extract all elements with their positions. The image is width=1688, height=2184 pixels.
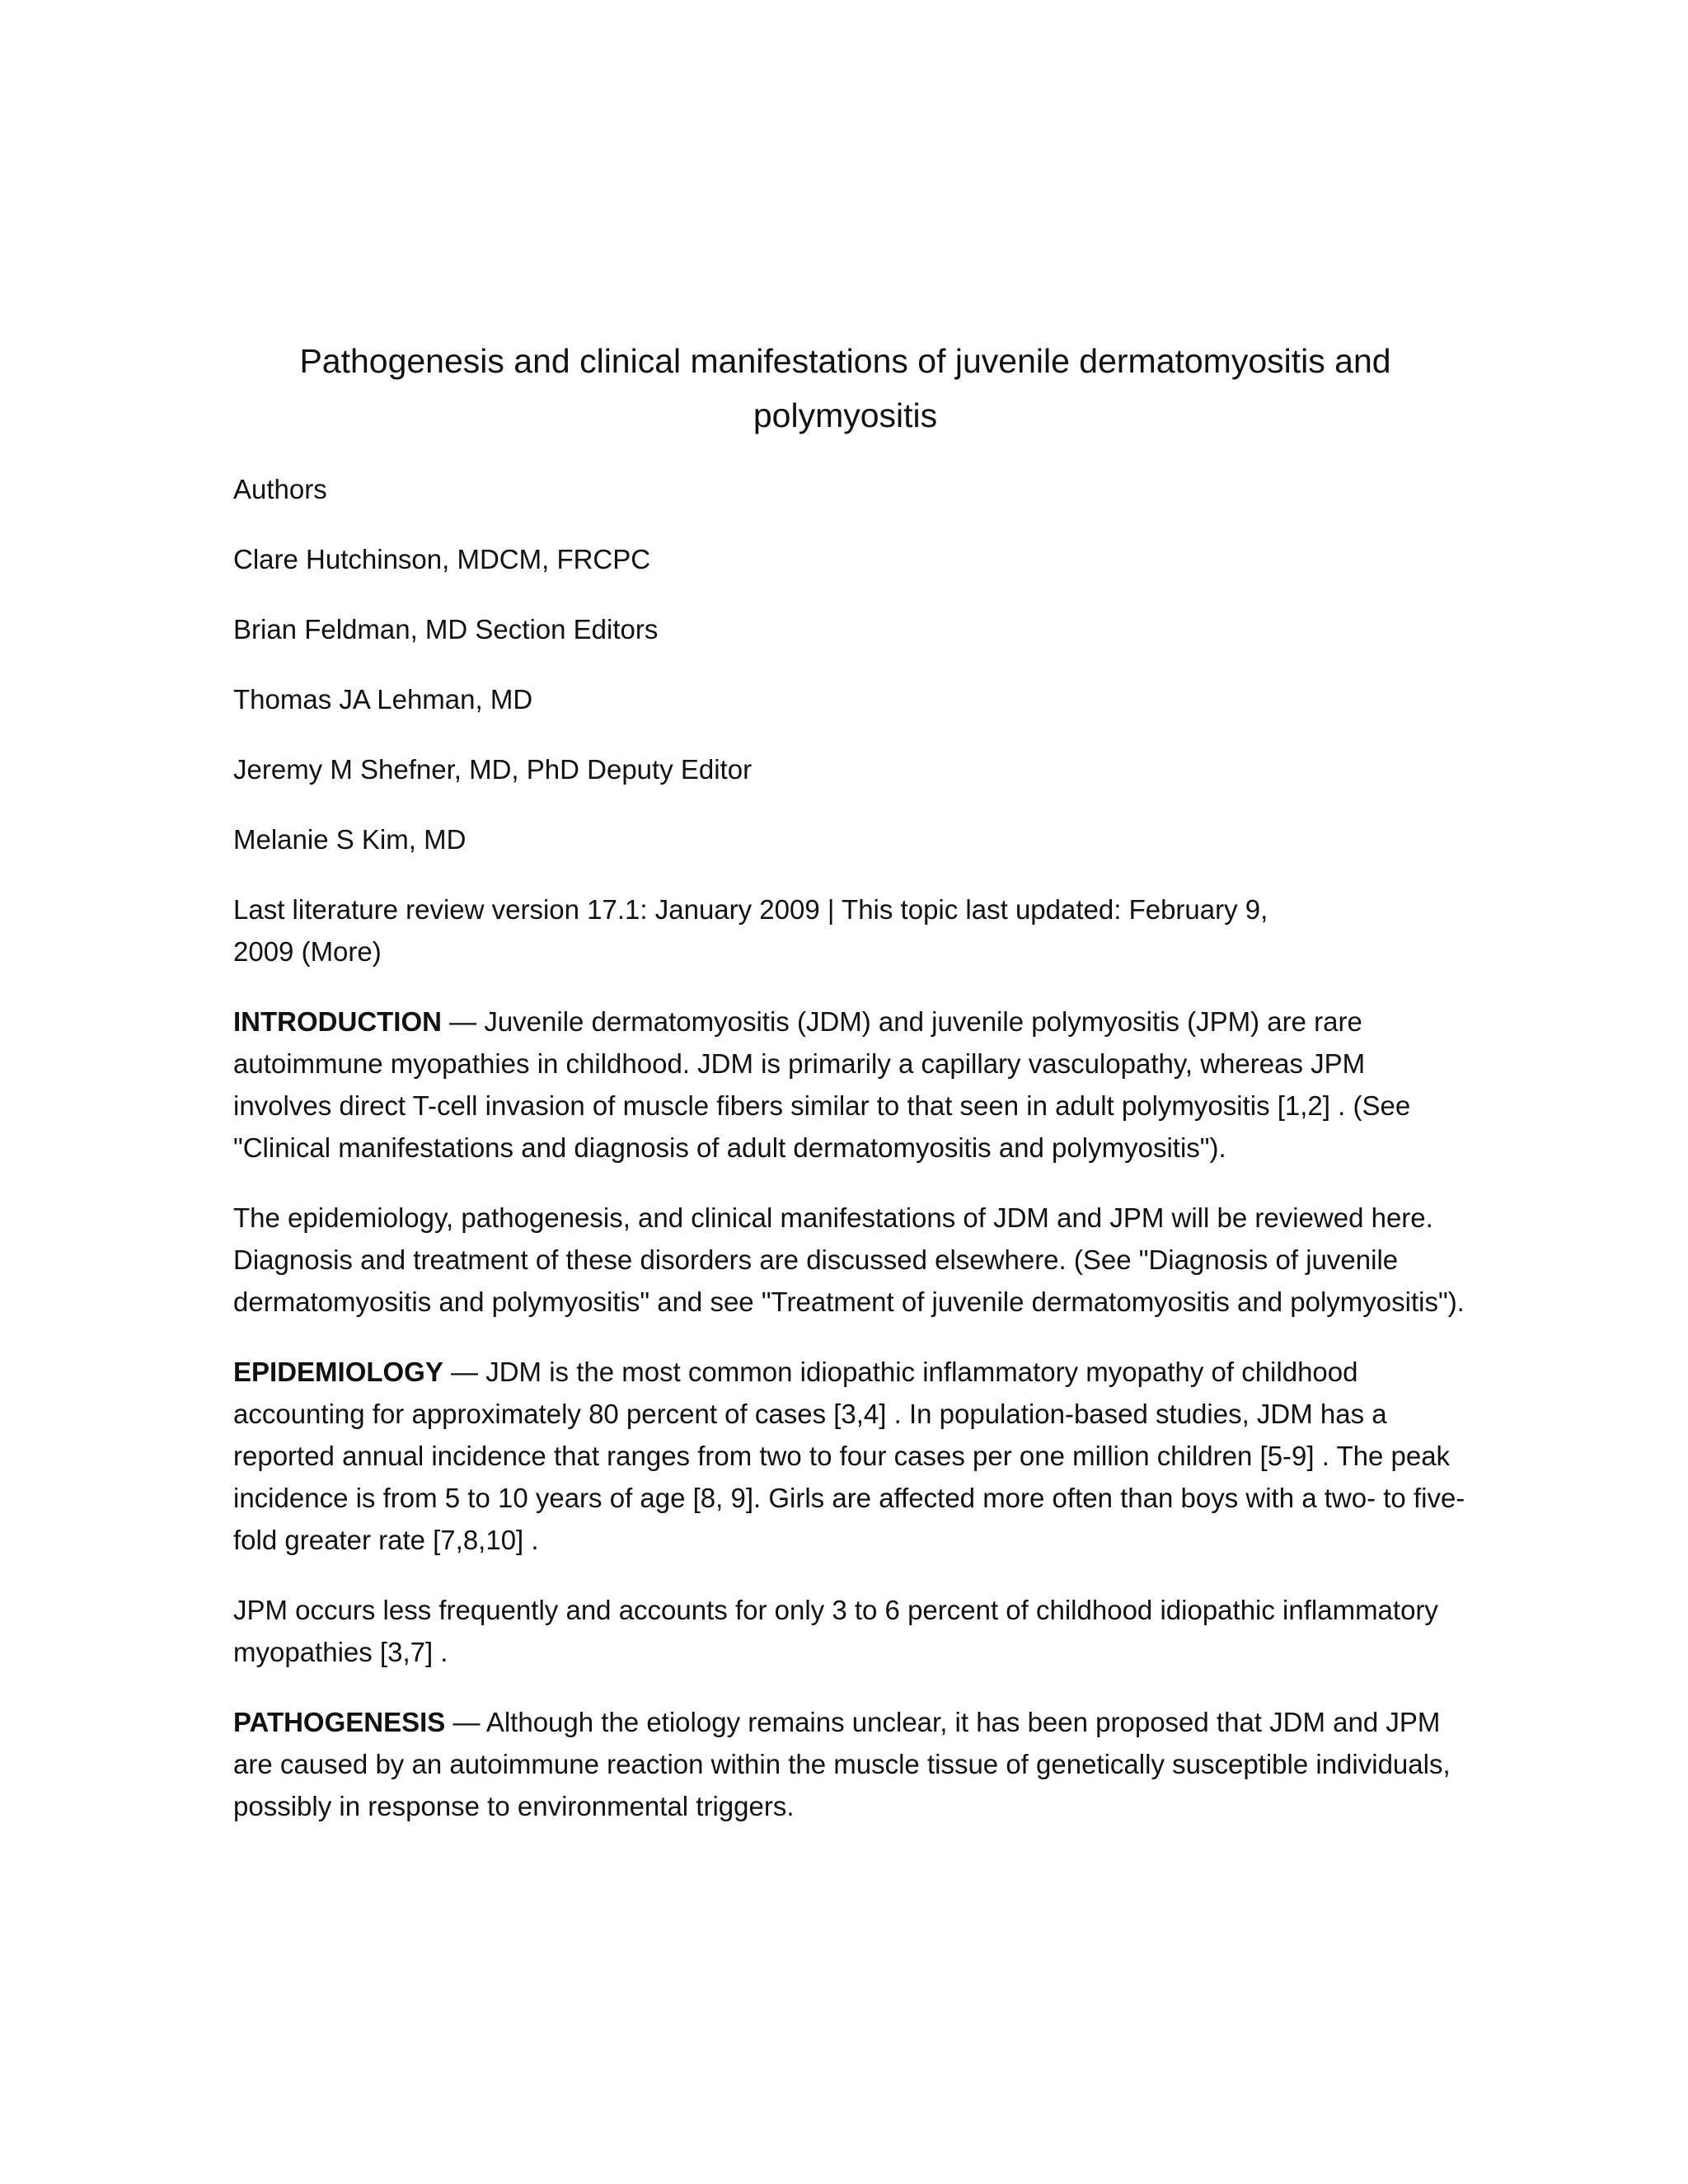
jpm-paragraph xyxy=(233,1589,1470,1673)
document-title: Pathogenesis and clinical manifestations of juvenile dermatomyositis and polymyositis xyxy=(299,342,1391,434)
last-review-line: Last literature review version 17.1: January 2009 | This topic last updated: February 9, 2009 (More) xyxy=(233,894,1268,967)
author-name: Jeremy M Shefner, MD, PhD Deputy Editor xyxy=(233,754,753,785)
document-body xyxy=(233,468,1470,1855)
author-name: Thomas JA Lehman, MD xyxy=(233,684,533,715)
epidemiology-paragraph xyxy=(233,1351,1470,1561)
paragraph-text: The epidemiology, pathogenesis, and clinical manifestations of JDM and JPM will be reviewed here. Diagnosis and treatment of these disorders are discussed elsewhere. (See "Diagnosis of juvenile dermatomyositis and polymyositis" and see "Treatment of juvenile dermatomyositis and polymyositis"). xyxy=(233,1202,1465,1317)
paragraph-text: — Juvenile dermatomyositis (JDM) and juvenile polymyositis (JPM) are rare autoimmune myopathies in childhood. JDM is primarily a capillary vasculopathy, whereas JPM involves direct T-cell invasion of muscle fibers similar to that seen in adult polymyositis [1,2] . (See "Clinical manifestations and diagnosis of adult dermatomyositis and polymyositis"). xyxy=(233,1006,1411,1163)
section-heading-introduction: INTRODUCTION xyxy=(233,1006,442,1037)
authors-heading: Authors xyxy=(233,474,327,504)
paragraph-text: — JDM is the most common idiopathic inflammatory myopathy of childhood accounting for approximately 80 percent of cases [3,4] . In population-based studies, JDM has a reported annual incidence that ranges from two to four cases per one million children [5-9] . The peak incidence is from 5 to 10 years of age [8, 9]. Girls are affected more often than boys with a two- to five-fold greater rate [7,8,10] . xyxy=(233,1357,1465,1555)
section-heading-pathogenesis: PATHOGENESIS xyxy=(233,1707,446,1737)
author-name: Clare Hutchinson, MDCM, FRCPC xyxy=(233,544,651,574)
paragraph-text: — Although the etiology remains unclear, it has been proposed that JDM and JPM are caused by an autoimmune reaction within the muscle tissue of genetically susceptible individuals, possibly in response to environmental triggers. xyxy=(233,1707,1451,1821)
pathogenesis-paragraph xyxy=(233,1701,1470,1827)
author-name: Brian Feldman, MD Section Editors xyxy=(233,614,659,644)
author-name: Melanie S Kim, MD xyxy=(233,824,467,855)
scope-paragraph xyxy=(233,1197,1470,1323)
introduction-paragraph xyxy=(233,1001,1470,1169)
paragraph-text: JPM occurs less frequently and accounts for only 3 to 6 percent of childhood idiopathic inflammatory myopathies [3,7] . xyxy=(233,1595,1438,1667)
section-heading-epidemiology: EPIDEMIOLOGY xyxy=(233,1357,443,1387)
